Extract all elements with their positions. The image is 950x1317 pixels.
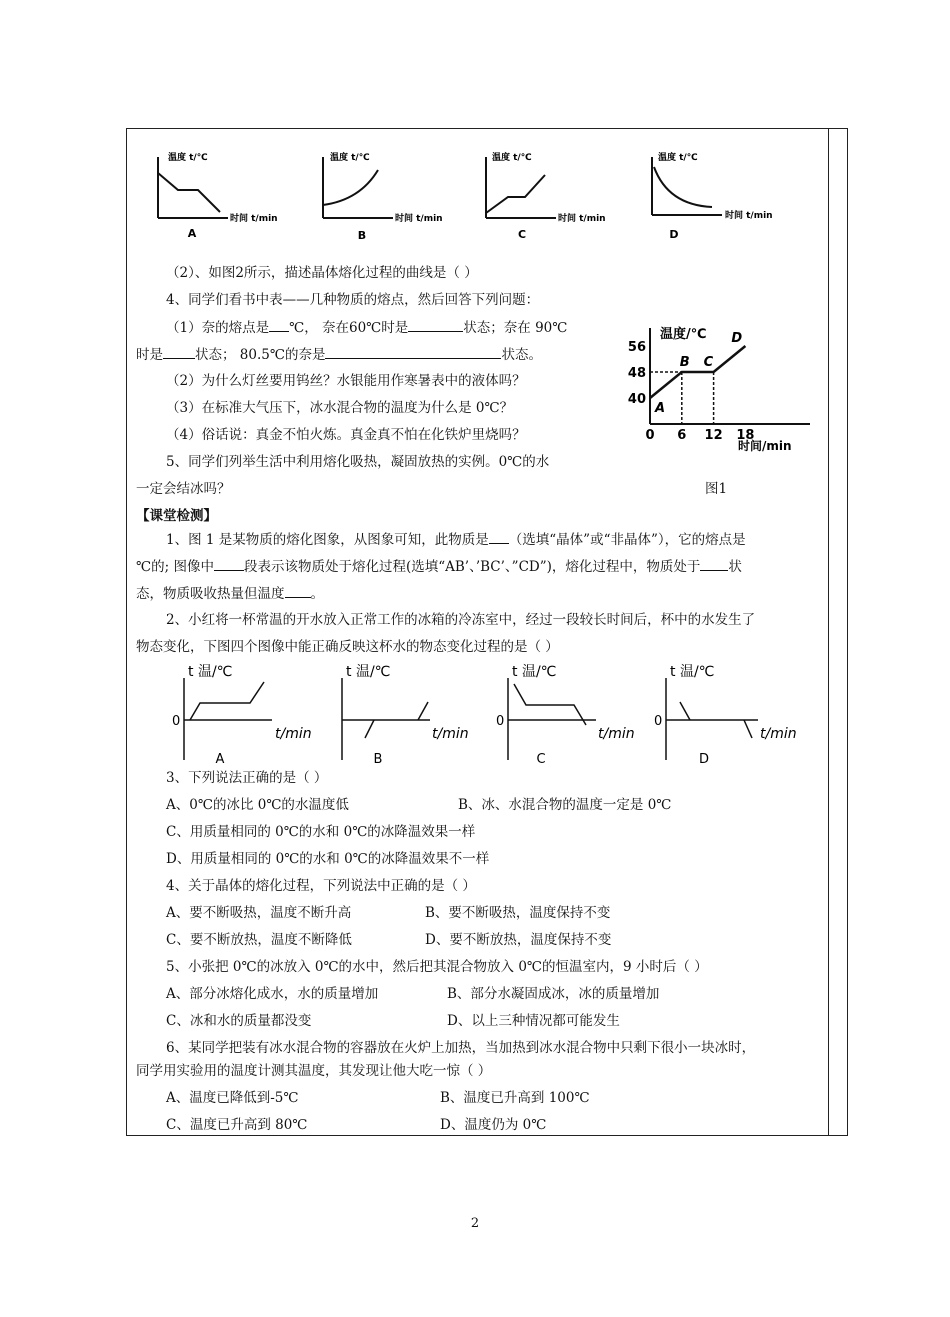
fig1-y-label: 温度/℃	[660, 327, 707, 342]
c4-stem: 4、关于晶体的熔化过程，下列说法中正确的是（ ）	[166, 878, 476, 894]
blank-state-80[interactable]	[325, 344, 501, 359]
top-graphs	[140, 145, 800, 245]
svg-text:t/min: t/min	[275, 726, 312, 742]
c3-stem: 3、下列说法正确的是（ ）	[166, 770, 328, 786]
c3-option-b: B、冰、水混合物的温度一定是 0℃	[458, 797, 672, 813]
top-graph-b	[323, 151, 443, 242]
svg-text:t 温/℃: t 温/℃	[670, 664, 715, 680]
fig1-caption: 图1	[705, 481, 728, 497]
q2-graph-letter: C	[536, 752, 546, 767]
blank-state[interactable]	[700, 556, 728, 571]
c5-option-d: D、以上三种情况都可能发生	[447, 1013, 620, 1029]
blank-melting-point[interactable]	[269, 317, 289, 332]
c5-stem: 5、小张把 0℃的冰放入 0℃的水中，然后把其混合物放入 0℃的恒温室内，9 小时后（ ）	[166, 959, 708, 975]
q2-graph-letter: B	[373, 752, 383, 767]
q4-2: （2）为什么灯丝要用钨丝？水银能用作寒暑表中的液体吗？	[166, 373, 526, 389]
c4-option-b: B、要不断吸热，温度保持不变	[425, 905, 611, 921]
fig1-y-tick: 40	[627, 392, 646, 407]
c4-option-a: A、要不断吸热，温度不断升高	[166, 905, 352, 921]
svg-text:温度 t/℃: 温度 t/℃	[492, 153, 532, 163]
svg-text:t/min: t/min	[598, 726, 635, 742]
q5-a: 5、同学们列举生活中利用熔化吸热，凝固放热的实例。0℃的水	[166, 454, 550, 470]
q2-sub: （2）、如图2所示，描述晶体熔化过程的曲线是（ ）	[166, 265, 478, 281]
c6-line2: 同学用实验用的温度计测其温度，其发现让他大吃一惊（ ）	[136, 1063, 492, 1079]
svg-text:t/min: t/min	[432, 726, 469, 742]
blank-temperature[interactable]	[285, 583, 311, 598]
blank-state-60[interactable]	[408, 317, 463, 332]
svg-text:t 温/℃: t 温/℃	[346, 664, 391, 680]
q2-graph-b	[342, 664, 469, 767]
fig1-point-label: B	[679, 355, 690, 370]
c6-line1: 6、某同学把装有冰水混合物的容器放在火炉上加热，当加热到冰水混合物中只剩下很小一块冰时，	[166, 1040, 756, 1056]
q2-graph-a	[172, 664, 312, 767]
svg-text:时间 t/min: 时间 t/min	[395, 214, 443, 224]
table-column-divider	[828, 128, 829, 1136]
c3-option-a: A、0℃的冰比 0℃的水温度低	[166, 797, 349, 813]
fig1-point-label: C	[703, 355, 714, 370]
c1-line3: 态，物质吸收热量但温度 。	[136, 583, 324, 604]
c5-option-b: B、部分水凝固成冰，冰的质量增加	[447, 986, 660, 1002]
page-number: 2	[470, 1216, 480, 1231]
figure-1-chart	[620, 320, 820, 460]
top-graph-letter: B	[357, 229, 367, 242]
fig1-x-tick: 12	[704, 428, 723, 443]
c3-option-d: D、用质量相同的 0℃的水和 0℃的冰降温效果不一样	[166, 851, 490, 867]
c6-option-a: A、温度已降低到-5℃	[166, 1090, 299, 1106]
svg-text:t/min: t/min	[760, 726, 797, 742]
q4-3: （3）在标准大气压下，冰水混合物的温度为什么是 0℃？	[166, 400, 514, 416]
svg-text:温度 t/℃: 温度 t/℃	[168, 153, 208, 163]
fig1-series-line	[650, 346, 745, 398]
q5-b: 一定会结冰吗？	[136, 481, 231, 497]
q2-graph-letter: A	[215, 752, 225, 767]
c6-option-b: B、温度已升高到 100℃	[440, 1090, 590, 1106]
q2-graph-d	[654, 664, 797, 767]
svg-text:0: 0	[172, 714, 181, 729]
svg-text:时间 t/min: 时间 t/min	[725, 211, 773, 221]
fig1-point-label: A	[655, 401, 666, 416]
fig1-y-tick: 56	[627, 340, 646, 355]
q2-graphs	[160, 660, 820, 772]
c1-line2: ℃的; 图像中 段表示该物质处于熔化过程(选填“AB’、’BC’、”CD”)，熔化过程中，物质处于 状	[136, 556, 742, 577]
section-heading: 【课堂检测】	[136, 508, 217, 524]
c4-option-d: D、要不断放热，温度保持不变	[425, 932, 612, 948]
svg-text:温度 t/℃: 温度 t/℃	[658, 153, 698, 163]
svg-text:t 温/℃: t 温/℃	[188, 664, 233, 680]
svg-text:时间 t/min: 时间 t/min	[558, 214, 606, 224]
fig1-x-tick: 6	[677, 428, 687, 443]
c1-line1: 1、图 1 是某物质的熔化图象，从图象可知，此物质是 （选填“晶体”或“非晶体”），它的熔点是	[166, 529, 746, 550]
svg-text:0: 0	[654, 714, 663, 729]
q4-1: （1）奈的熔点是 ℃， 奈在60℃时是 状态；奈在 90℃	[166, 317, 567, 338]
c3-option-c: C、用质量相同的 0℃的水和 0℃的冰降温效果一样	[166, 824, 476, 840]
svg-text:t 温/℃: t 温/℃	[512, 664, 557, 680]
c6-option-d: D、温度仍为 0℃	[440, 1117, 547, 1133]
q2-graph-c	[496, 664, 635, 767]
top-graph-d	[652, 151, 773, 241]
q4-1-cont: 时是 状态； 80.5℃的奈是 状态。	[136, 344, 542, 365]
top-graph-letter: D	[669, 228, 679, 241]
c4-option-c: C、要不断放热，温度不断降低	[166, 932, 352, 948]
top-graph-c	[486, 151, 606, 241]
c2-line1: 2、小红将一杯常温的开水放入正常工作的冰箱的冷冻室中，经过一段较长时间后，杯中的水发生了	[166, 612, 756, 628]
svg-text:时间 t/min: 时间 t/min	[230, 214, 278, 224]
blank-state-90[interactable]	[163, 344, 195, 359]
svg-text:0: 0	[496, 714, 505, 729]
c5-option-a: A、部分冰熔化成水，水的质量增加	[166, 986, 379, 1002]
q4-4: （4）俗话说：真金不怕火炼。真金真不怕在化铁炉里烧吗？	[166, 427, 526, 443]
top-graph-letter: A	[187, 227, 197, 240]
fig1-x-label: 时间/min	[738, 439, 792, 453]
q2-graph-letter: D	[698, 752, 710, 767]
c2-line2: 物态变化，下图四个图像中能正确反映这杯水的物态变化过程的是（ ）	[136, 639, 559, 655]
fig1-y-tick: 48	[627, 366, 646, 381]
fig1-x-tick: 0	[645, 428, 655, 443]
svg-text:温度 t/℃: 温度 t/℃	[330, 153, 370, 163]
blank-crystal[interactable]	[489, 529, 509, 544]
top-graph-a	[158, 151, 278, 240]
blank-segment[interactable]	[214, 556, 244, 571]
top-graph-letter: C	[517, 228, 527, 241]
c5-option-c: C、冰和水的质量都没变	[166, 1013, 312, 1029]
q4-intro: 4、同学们看书中表——几种物质的熔点，然后回答下列问题：	[166, 292, 540, 308]
c6-option-c: C、温度已升高到 80℃	[166, 1117, 308, 1133]
fig1-x-tick: 18	[736, 428, 755, 443]
fig1-point-label: D	[731, 331, 743, 346]
